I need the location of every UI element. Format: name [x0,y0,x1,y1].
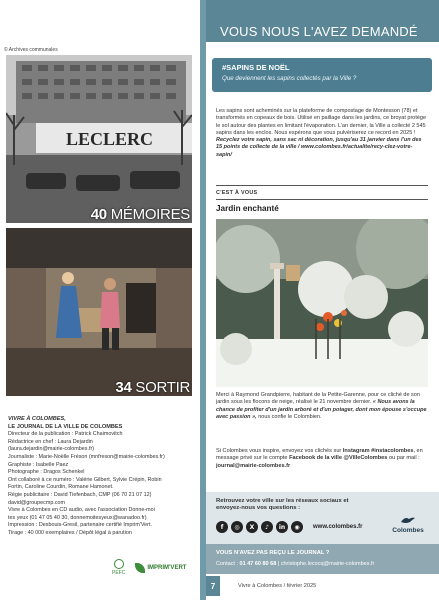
pefc-logo: PEFC [112,559,125,576]
jardin-body2: nous confie le Colombien. [258,413,322,420]
leclerc-street-photo [6,55,192,223]
credit-line: Impression : Desbouis-Gresil, partenaire certifié Imprim'Vert. [8,522,152,529]
photo-credit: © Archives communales [4,47,58,53]
left-column [0,0,200,600]
page-footer [206,574,439,600]
credit-line: Directeur de la publication : Patrick Chaimovitch [8,431,123,438]
section-header [206,0,439,42]
credit-line: tes yeux (01 47 05 40 30, donnemoitesyeux@wanadoo.fr) [8,514,147,521]
journal-phone[interactable]: 01 47 60 80 68 [239,561,277,567]
credit-line: Photographe : Dragos Schenkel [8,469,85,476]
section-separator [216,199,428,200]
credit-line: Rédactrice en chef : Laura Dejardin [8,438,93,445]
dove-icon [400,516,416,524]
masthead-credits [8,416,194,538]
section-separator [216,185,428,186]
leclerc-sign: LECLERC [66,129,154,149]
leaf-icon [135,563,145,573]
masthead-subtitle: LE JOURNAL DE LA VILLE DE COLOMBES [8,423,123,430]
credit-line: Ont collaboré à ce numéro : Valérie Gilbert, Sylvie Crépin, Robin [8,476,162,483]
kicker: C'EST À VOUS [216,190,258,196]
credit-line: Journaliste : Marie-Noëlle Fréson (mnfreson@mairie-colombes.fr) [8,453,165,460]
journal-not-received-box [206,544,439,574]
imprimvert-logo: IMPRIM'VERT [135,563,186,573]
sortir-photo[interactable] [6,228,192,396]
credit-line: Fortin, Caroline Courdin, Romane Hamonet. [8,484,114,491]
credit-line: david@groupecmp.com [8,499,66,506]
noel-question: Que deviennent les sapins collectés par la Ville ? [222,75,357,82]
instagram-tag[interactable]: Instagram #instacolombes [342,448,414,454]
jardin-quote: « Nous avons la chance de profiter d'un jardin arboré et d'un potager, dont mon épouse s'occupe avec passion », [216,399,427,420]
instagram-icon[interactable]: ◎ [231,521,243,533]
section-title: VOUS NOUS L'AVEZ DEMANDÉ [220,24,418,39]
page-number: 7 [206,576,220,596]
instagram-callout: Si Colombes vous inspire, envoyez vos clichés sur Instagram #instacolombes, en message privé sur le compte Facebook de la ville @VilleColombes ou par mail : journal@mairie-colombes.fr [216,448,423,469]
social-networks-box [206,492,439,544]
sortir-label: 34 SORTIR [115,379,190,396]
jardin-title: Jardin enchanté [216,204,279,213]
linkedin-icon[interactable]: in [276,521,288,533]
facebook-icon[interactable]: f [216,521,228,533]
colombes-logo: Colombes [388,516,428,534]
noel-tag: #SAPINS DE NOËL [222,63,290,72]
jardin-body1: Merci à Raymond Grandpierre, habitant de la Petite-Garenne, pour ce cliché de son jardin sous les flocons de neige, réalisé le 21 novembre dernier. [216,392,420,406]
journal-contact: Contact : 01 47 60 80 68 | christophe.lecocq@mairie-colombes.fr [216,561,375,567]
facebook-account[interactable]: Facebook de la ville @VilleColombes [289,455,388,462]
journal-email-link[interactable]: journal@mairie-colombes.fr [216,462,291,469]
theatre-stage-photo [6,228,192,396]
certification-logos [112,559,186,576]
noel-recycle-info[interactable]: Recyclez votre sapin, sans sac ni décoration, jusqu'au 31 janvier dans l'un des 15 points de collecte de la ville / www.colombes.fr/actualite/recy-clez-votre-sapin/ [216,137,422,158]
credit-line: Tirage : 40 000 exemplaires / Dépôt légal à parution [8,529,132,536]
jardin-photo[interactable] [216,219,428,387]
tiktok-icon[interactable]: ♪ [261,521,273,533]
noel-question-box [212,58,432,92]
social-title: Retrouvez votre ville sur les réseaux sociaux et envoyez-nous vos questions : [216,498,349,512]
right-column [206,0,439,600]
journal-email[interactable]: | christophe.lecocq@mairie-colombes.fr [277,561,375,567]
x-icon[interactable]: X [246,521,258,533]
snowy-garden-photo [216,219,428,387]
credit-line: (laura.dejardin@mairie-colombes.fr) [8,446,95,453]
credit-line: Régie publicitaire : David Tiefenbach, CMP (06 70 21 07 12) [8,491,152,498]
memoires-photo[interactable] [6,55,192,223]
credit-line: Vivre à Colombes en CD audio, avec l'association Donne-moi [8,507,155,514]
social-icons [216,521,303,533]
journal-title: VOUS N'AVEZ PAS REÇU LE JOURNAL ? [216,550,330,556]
credit-line: Graphiste : Isabelle Paez [8,461,69,468]
website-link[interactable]: www.colombes.fr [313,524,363,530]
masthead-title: VIVRE À COLOMBES, [8,416,66,422]
jardin-caption [216,392,428,421]
noel-body: Les sapins sont acheminés sur la plateforme de compostage de Montesson (78) et transformés en copeaux de bois. Utilisé en paillage dans les jardins, ce broyat protège le sol autour des plantes en limitant l'évaporation. L'an dernier, la Ville a collecté 2 545 sapins dans les enclos. Nous espérons que vous pulvériserez ce record en 2025 ! [216,108,427,136]
footer-issue: Vivre à Colombes / février 2025 [238,583,317,589]
memoires-label: 40 MÉMOIRES [90,206,190,223]
pefc-icon [114,559,124,569]
noel-answer [216,108,428,159]
threads-icon[interactable]: ◉ [291,521,303,533]
